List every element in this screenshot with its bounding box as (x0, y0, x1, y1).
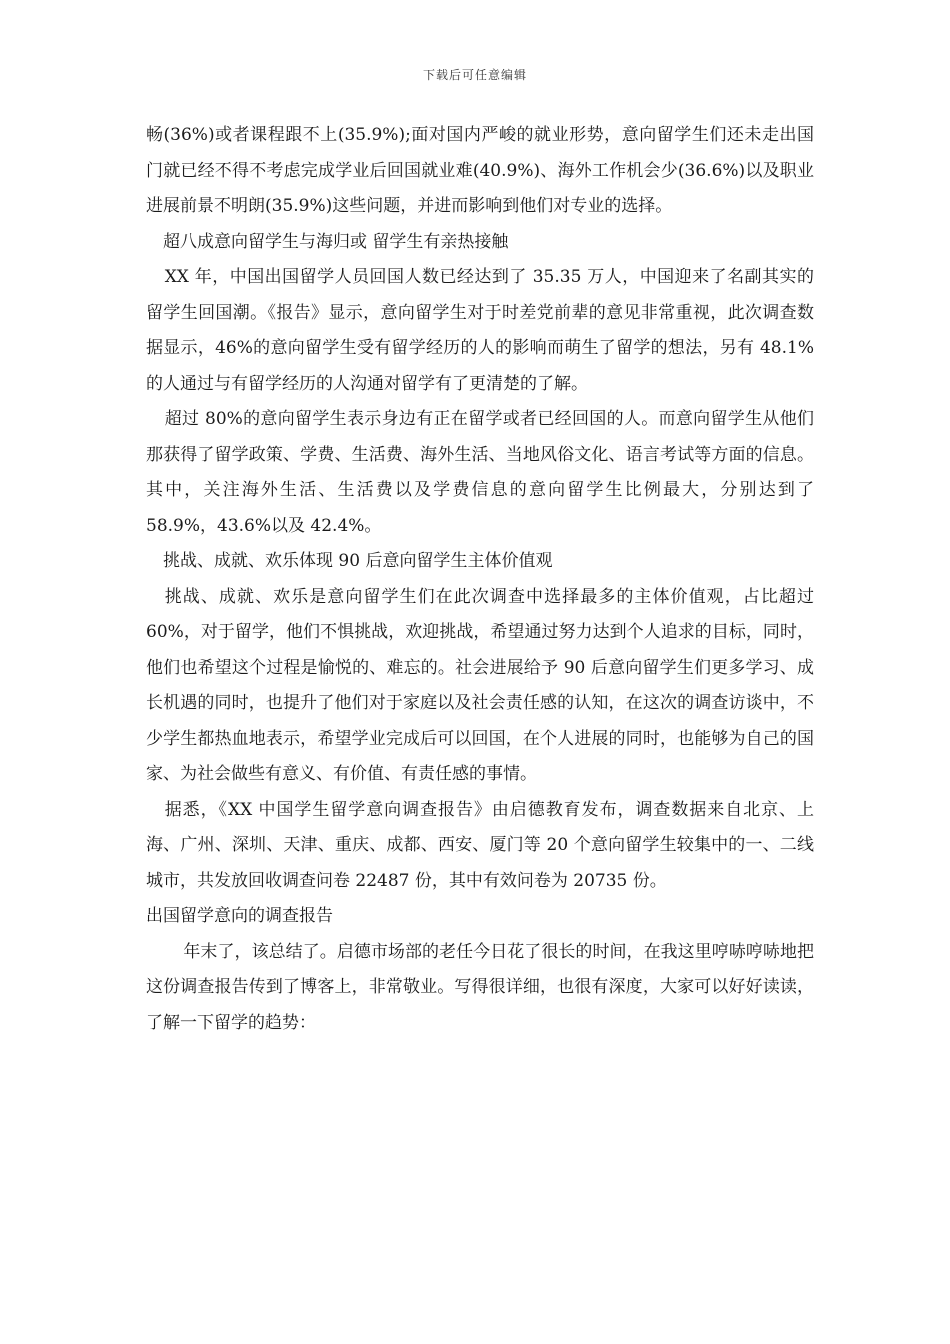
document-body (146, 118, 814, 1041)
section-title: 出国留学意向的调查报告 (146, 906, 333, 926)
paragraph-6: 年末了，该总结了。启德市场部的老任今日花了很长的时间，在我这里哼哧哼哧地把这份调查报告传到了博客上，非常敬业。写得很详细，也很有深度，大家可以好好读读，了解一下留学的趋势： (146, 941, 814, 1033)
paragraph-5: 据悉，《XX 中国学生留学意向调查报告》由启德教育发布，调查数据来自北京、上海、广州、深圳、天津、重庆、成都、西安、厦门等 20 个意向留学生较集中的一、二线城市，共发放回收调查问卷 22487 份，其中有效问卷为 20735 份。 (146, 799, 814, 891)
section-heading-2: 挑战、成就、欢乐体现 90 后意向留学生主体价值观 (163, 551, 553, 571)
paragraph-1: 畅(36%)或者课程跟不上(35.9%);面对国内严峻的就业形势，意向留学生们还未走出国门就已经不得不考虑完成学业后回国就业难(40.9%)、海外工作机会少(36.6%)以及职业进展前景不明朗(35.9%)这些问题，并进而影响到他们对专业的选择。 (146, 125, 814, 216)
section-heading-1: 超八成意向留学生与海归或 留学生有亲热接触 (163, 231, 509, 252)
paragraph-2: XX 年，中国出国留学人员回国人数已经达到了 35.35 万人，中国迎来了名副其实的留学生回国潮。《报告》显示，意向留学生对于时差党前辈的意见非常重视，此次调查数据显示，46%的意向留学生受有留学经历的人的影响而萌生了留学的想法，另有 48.1%的人通过与有留学经历的人沟通对留学有了更清楚的了解。 (146, 267, 814, 394)
paragraph-3: 超过 80%的意向留学生表示身边有正在留学或者已经回国的人。而意向留学生从他们那获得了留学政策、学费、生活费、海外生活、当地风俗文化、语言考试等方面的信息。其中，关注海外生活、生活费以及学费信息的意向留学生比例最大，分别达到了 58.9%，43.6%以及 42.4%。 (146, 409, 814, 536)
paragraph-4: 挑战、成就、欢乐是意向留学生们在此次调查中选择最多的主体价值观，占比超过 60%，对于留学，他们不惧挑战，欢迎挑战，希望通过努力达到个人追求的目标，同时，他们也希望这个过程是愉悦的、难忘的。社会进展给予 90 后意向留学生们更多学习、成长机遇的同时，也提升了他们对于家庭以及社会责任感的认知，在这次的调查访谈中，不少学生都热血地表示，希望学业完成后可以回国，在个人进展的同时，也能够为自己的国家、为社会做些有意义、有价值、有责任感的事情。 (146, 586, 814, 784)
header-note: 下载后可任意编辑 (422, 68, 527, 82)
